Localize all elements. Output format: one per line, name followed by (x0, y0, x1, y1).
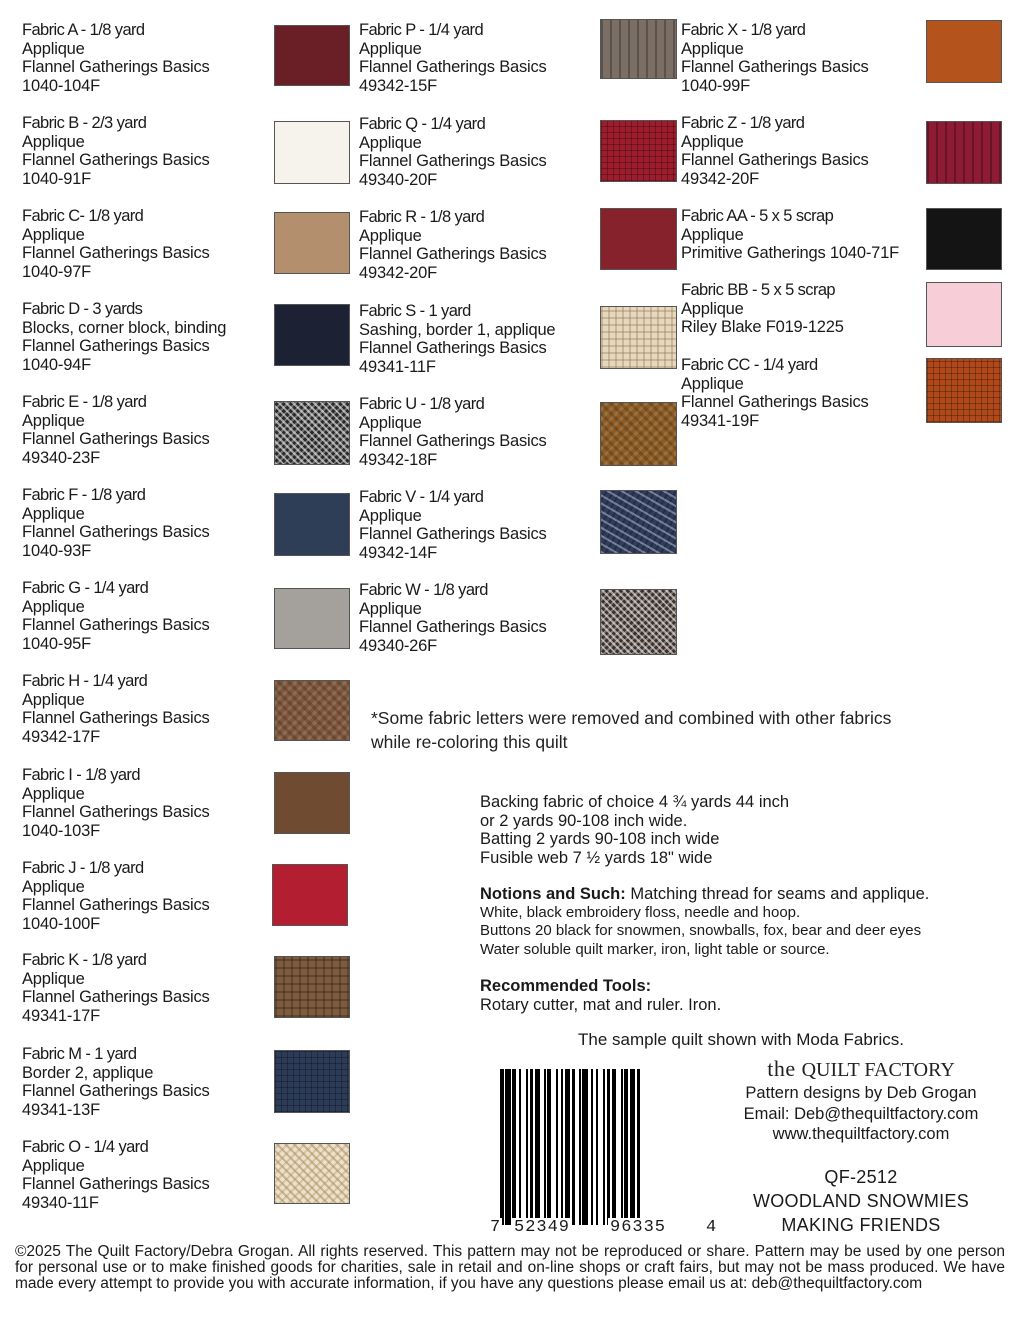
fabric-title: Fabric C- 1/8 yard (22, 207, 144, 225)
fabric-swatch-v (600, 490, 677, 554)
fabric-swatch-w (600, 589, 677, 655)
fabric-use: Applique (681, 39, 744, 58)
sample-note: The sample quilt shown with Moda Fabrics. (578, 1030, 904, 1049)
quilt-factory-logo: the QUILT FACTORY (767, 1056, 955, 1081)
fabric-swatch-x (926, 20, 1002, 83)
fabric-sku: 1040-95F (22, 634, 92, 653)
notions-line-1: Matching thread for seams and applique. (625, 885, 930, 903)
copyright-footer: ©2025 The Quilt Factory/Debra Grogan. All rights reserved. This pattern may not be reproduced or share. Pattern may be used by one person for personal use or to make finished goods for charities, sale in retail and on-line shops or craft fairs, but may not be mass produced. We have made every attempt to provide you with accurate information, if you have any questions please email us at: deb@thequiltfactory.com (15, 1243, 1005, 1292)
fabric-line: Flannel Gatherings Basics (22, 709, 210, 727)
fabric-aa-info (681, 207, 899, 263)
recolor-note-line1: *Some fabric letters were removed and combined with other fabrics (371, 708, 892, 728)
fabric-use: Applique (22, 784, 85, 803)
fabric-title: Fabric K - 1/8 yard (22, 951, 147, 969)
fabric-swatch-q (600, 120, 677, 182)
fabric-title: Fabric G - 1/4 yard (22, 579, 149, 597)
fabric-cc-info (681, 356, 869, 430)
fabric-x-info (681, 21, 869, 95)
fabric-title: Fabric H - 1/4 yard (22, 672, 148, 690)
fabric-use: Applique (22, 132, 85, 151)
fabric-use: Applique (22, 597, 85, 616)
fabric-line: Flannel Gatherings Basics (359, 618, 547, 636)
fabric-use: Applique (22, 504, 85, 523)
fabric-p-info (359, 21, 547, 95)
fabric-swatch-z (926, 121, 1002, 184)
fabric-use: Applique (22, 411, 85, 430)
barcode-digits-2: 52349 (514, 1218, 571, 1237)
fabric-use: Applique (22, 225, 85, 244)
fabric-swatch-cc (926, 358, 1002, 423)
fabric-a-info (22, 21, 210, 95)
fabric-sku: 1040-103F (22, 821, 101, 840)
fabric-sku: 49340-11F (22, 1193, 99, 1212)
fabric-line: Flannel Gatherings Basics (359, 339, 547, 357)
website: www.thequiltfactory.com (772, 1125, 950, 1143)
fabric-bb-info (681, 281, 844, 337)
tools-line-1: Rotary cutter, mat and ruler. Iron. (480, 995, 722, 1014)
pattern-title-1: WOODLAND SNOWMIES (752, 1190, 970, 1211)
fabric-r-info (359, 208, 547, 282)
fabric-swatch-d (274, 304, 350, 366)
fabric-g-info (22, 579, 210, 653)
fabric-q-info (359, 115, 547, 189)
fabric-title: Fabric O - 1/4 yard (22, 1138, 149, 1156)
fabric-title: Fabric F - 1/8 yard (22, 486, 146, 504)
notions-heading (480, 885, 929, 904)
backing-line-1: Backing fabric of choice 4 ¾ yards 44 inch (480, 793, 790, 811)
fabric-swatch-r (600, 208, 677, 270)
fabric-sku: 49341-13F (22, 1100, 101, 1119)
notions-line-2: White, black embroidery floss, needle and hoop. (480, 903, 801, 921)
fabric-m-info (22, 1045, 210, 1119)
fabric-line: Flannel Gatherings Basics (22, 988, 210, 1006)
fabric-line: Flannel Gatherings Basics (22, 896, 210, 914)
fabric-u-info (359, 395, 547, 469)
fabric-use: Applique (22, 690, 85, 709)
fabric-line: Flannel Gatherings Basics (681, 151, 869, 169)
fabric-title: Fabric W - 1/8 yard (359, 581, 488, 599)
fabric-sku: 1040-104F (22, 76, 101, 95)
recolor-note (371, 706, 891, 754)
fabric-line: Flannel Gatherings Basics (359, 152, 547, 170)
fabric-swatch-k (274, 956, 350, 1018)
fabric-f-info (22, 486, 210, 560)
backing-line-2: or 2 yards 90-108 inch wide. (480, 811, 688, 830)
fabric-title: Fabric I - 1/8 yard (22, 766, 140, 784)
fabric-title: Fabric X - 1/8 yard (681, 21, 806, 39)
brand-block (724, 1056, 998, 1237)
fabric-line: Flannel Gatherings Basics (22, 1082, 210, 1100)
batting-line: Batting 2 yards 90-108 inch wide (480, 830, 720, 848)
notions-line-3: Buttons 20 black for snowmen, snowballs, fox, bear and deer eyes (480, 922, 922, 939)
fabric-sku: 1040-93F (22, 541, 92, 560)
fabric-use: Applique (681, 374, 744, 393)
fabric-sku: 49342-15F (359, 76, 438, 95)
fabric-b-info (22, 114, 210, 188)
fabric-c-info (22, 207, 210, 281)
fabric-title: Fabric J - 1/8 yard (22, 859, 144, 877)
fabric-title: Fabric AA - 5 x 5 scrap (681, 207, 834, 225)
fabric-w-info (359, 581, 547, 655)
fabric-sku: 1040-97F (22, 262, 92, 281)
fabric-title: Fabric BB - 5 x 5 scrap (681, 281, 836, 299)
fabric-line: Flannel Gatherings Basics (22, 244, 210, 262)
fabric-sku: 49340-26F (359, 636, 438, 655)
fabric-title: Fabric B - 2/3 yard (22, 114, 147, 132)
fabric-line: Flannel Gatherings Basics (22, 430, 210, 448)
fabric-use: Applique (359, 133, 422, 152)
fabric-swatch-s (600, 306, 677, 369)
fabric-s-info (359, 302, 555, 376)
fabric-title: Fabric S - 1 yard (359, 302, 471, 320)
fabric-sku: 1040-94F (22, 355, 92, 374)
fabric-sku: 1040-100F (22, 914, 101, 933)
fabric-swatch-aa (926, 208, 1002, 270)
barcode-digits-3: 96335 (610, 1218, 667, 1237)
fabric-sku: 49341-17F (22, 1006, 101, 1025)
fabric-swatch-p (600, 19, 677, 79)
fabric-j-info (22, 859, 210, 933)
fabric-sku: 49340-23F (22, 448, 101, 467)
fabric-k-info (22, 951, 210, 1025)
fabric-title: Fabric M - 1 yard (22, 1045, 137, 1063)
fabric-swatch-a (274, 25, 350, 86)
fabric-sku: 49341-19F (681, 411, 760, 430)
fabric-title: Fabric E - 1/8 yard (22, 393, 147, 411)
fabric-use: Applique (359, 506, 422, 525)
fabric-swatch-o (274, 1143, 350, 1204)
designer-credit: Pattern designs by Deb Grogan (745, 1084, 977, 1102)
barcode (488, 1066, 718, 1242)
pattern-code: QF-2512 (824, 1166, 898, 1187)
fabric-use: Border 2, applique (22, 1063, 154, 1082)
fabric-swatch-f (274, 493, 350, 556)
fabric-title: Fabric R - 1/8 yard (359, 208, 485, 226)
recolor-note-line2: while re-coloring this quilt (371, 732, 568, 752)
fabric-title: Fabric Q - 1/4 yard (359, 115, 486, 133)
fabric-use: Applique (681, 225, 744, 244)
fabric-use: Applique (681, 299, 744, 318)
fabric-line: Flannel Gatherings Basics (359, 58, 547, 76)
fabric-swatch-b (274, 121, 350, 184)
barcode-bar (640, 1069, 644, 1225)
fabric-h-info (22, 672, 210, 746)
barcode-bars (500, 1069, 704, 1225)
fabric-use: Applique (22, 1156, 85, 1175)
fabric-use: Sashing, border 1, applique (359, 320, 556, 339)
fabric-swatch-c (274, 212, 350, 274)
fabric-i-info (22, 766, 210, 840)
fabric-e-info (22, 393, 210, 467)
fabric-title: Fabric U - 1/8 yard (359, 395, 485, 413)
fabric-use: Applique (359, 226, 422, 245)
fabric-sku: 49340-20F (359, 170, 438, 189)
fabric-title: Fabric CC - 1/4 yard (681, 356, 818, 374)
fabric-line: Primitive Gatherings 1040-71F (681, 244, 899, 262)
materials-list (480, 793, 929, 1014)
fabric-line: Flannel Gatherings Basics (359, 525, 547, 543)
fabric-v-info (359, 488, 547, 562)
fabric-line: Flannel Gatherings Basics (681, 58, 869, 76)
fabric-title: Fabric P - 1/4 yard (359, 21, 484, 39)
fabric-line: Riley Blake F019-1225 (681, 318, 844, 336)
fabric-sku: 1040-91F (22, 169, 92, 188)
fabric-line: Flannel Gatherings Basics (359, 245, 547, 263)
fabric-line: Flannel Gatherings Basics (22, 803, 210, 821)
fabric-swatch-j (272, 864, 348, 926)
notions-line-4: Water soluble quilt marker, iron, light table or source. (480, 940, 830, 958)
fabric-swatch-g (274, 588, 350, 649)
fabric-swatch-u (600, 402, 677, 466)
fabric-title: Fabric V - 1/4 yard (359, 488, 484, 506)
fabric-sku: 49342-18F (359, 450, 438, 469)
fabric-title: Fabric Z - 1/8 yard (681, 114, 805, 132)
fabric-use: Applique (359, 413, 422, 432)
fabric-line: Flannel Gatherings Basics (681, 393, 869, 411)
fabric-swatch-bb (926, 282, 1002, 347)
fabric-line: Flannel Gatherings Basics (22, 616, 210, 634)
fabric-z-info (681, 114, 869, 188)
fabric-swatch-m (274, 1050, 350, 1113)
fabric-line: Flannel Gatherings Basics (22, 151, 210, 169)
fusible-line: Fusible web 7 ½ yards 18" wide (480, 848, 713, 867)
fabric-sku: 49342-20F (681, 169, 760, 188)
fabric-swatch-e (274, 401, 350, 465)
fabric-line: Flannel Gatherings Basics (22, 337, 210, 355)
fabric-o-info (22, 1138, 210, 1212)
fabric-title: Fabric D - 3 yards (22, 300, 143, 318)
fabric-sku: 1040-99F (681, 76, 751, 95)
fabric-line: Flannel Gatherings Basics (22, 523, 210, 541)
fabric-sku: 49342-20F (359, 263, 438, 282)
contact-email: Email: Deb@thequiltfactory.com (743, 1104, 979, 1123)
fabric-use: Applique (359, 39, 422, 58)
fabric-use: Blocks, corner block, binding (22, 318, 227, 337)
fabric-use: Applique (359, 599, 422, 618)
fabric-swatch-i (274, 772, 350, 834)
fabric-use: Applique (22, 877, 85, 896)
fabric-line: Flannel Gatherings Basics (22, 1175, 210, 1193)
fabric-d-info (22, 300, 226, 374)
tools-heading: Recommended Tools: (480, 977, 652, 995)
barcode-digit-1: 7 (490, 1218, 501, 1237)
pattern-title-2: MAKING FRIENDS (781, 1214, 941, 1235)
fabric-sku: 49342-14F (359, 543, 438, 562)
fabric-title: Fabric A - 1/8 yard (22, 21, 145, 39)
barcode-digit-4: 4 (706, 1218, 717, 1237)
notions-label: Notions and Such: (480, 885, 626, 903)
fabric-line: Flannel Gatherings Basics (22, 58, 210, 76)
fabric-sku: 49341-11F (359, 357, 436, 376)
fabric-sku: 49342-17F (22, 727, 101, 746)
fabric-swatch-h (274, 680, 350, 741)
fabric-use: Applique (681, 132, 744, 151)
fabric-use: Applique (22, 969, 85, 988)
fabric-use: Applique (22, 39, 85, 58)
fabric-line: Flannel Gatherings Basics (359, 432, 547, 450)
